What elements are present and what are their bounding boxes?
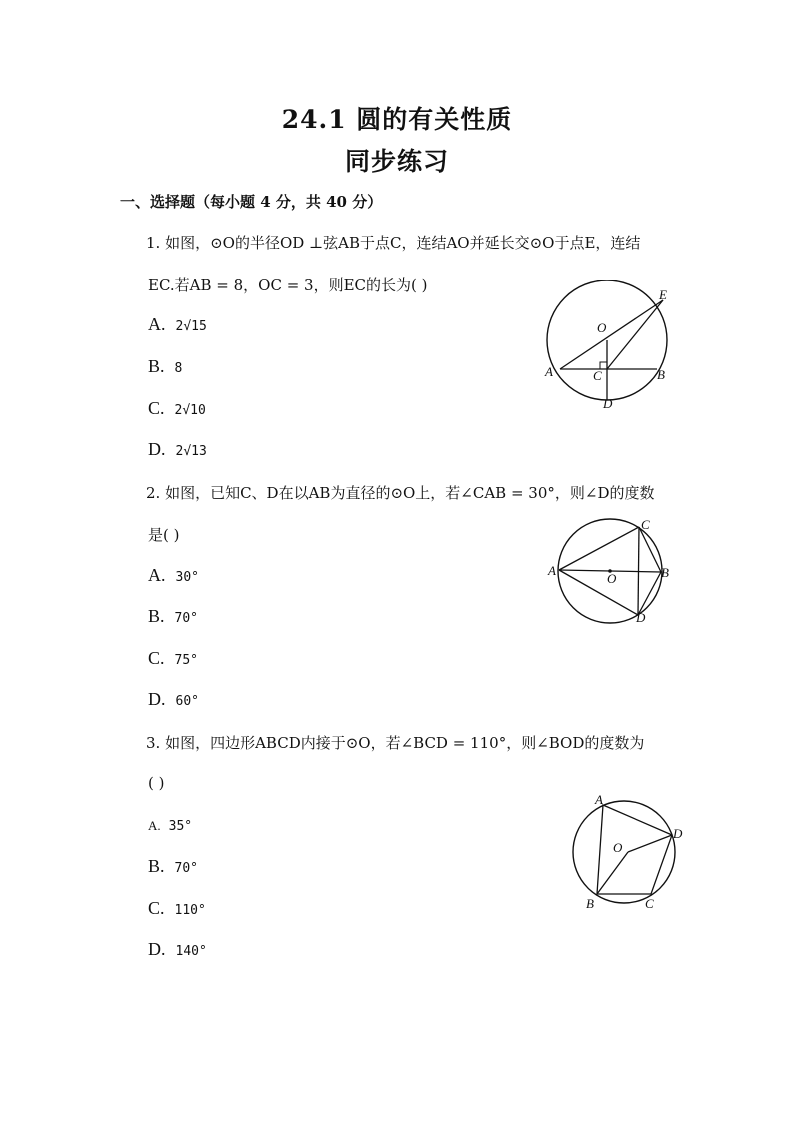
question-3-figure	[560, 790, 695, 915]
section-heading: 一、选择题（每小题 4 分，共 40 分）	[120, 193, 383, 211]
question-2-option-c[interactable]	[148, 648, 198, 669]
option-letter: B.	[148, 606, 165, 626]
label-e: E	[659, 287, 667, 302]
question-2-option-d[interactable]	[148, 689, 199, 710]
question-3-option-b[interactable]	[148, 856, 198, 877]
option-letter: C.	[148, 398, 165, 418]
option-letter: A.	[148, 818, 161, 833]
option-value: 60°	[175, 694, 199, 709]
question-1-text-line1: 1. 如图，⊙O的半径OD ⊥弦AB于点C，连结AO并延长交⊙O于点E，连结	[146, 234, 641, 252]
label-c: C	[641, 517, 650, 532]
segment-ad	[559, 570, 638, 615]
label-b: B	[661, 565, 669, 580]
label-d: D	[603, 396, 613, 411]
option-value: 35°	[168, 819, 193, 834]
page-title: 24.1 圆的有关性质	[281, 105, 513, 134]
circle-o	[573, 801, 675, 903]
option-value: 140°	[175, 944, 207, 959]
option-value: 70°	[174, 861, 198, 876]
option-value: 75°	[174, 653, 198, 668]
option-letter: B.	[148, 856, 165, 876]
option-letter: A.	[148, 565, 166, 585]
segment-cd	[638, 527, 639, 615]
page-subtitle: 同步练习	[344, 147, 449, 176]
question-2-text-line1: 2. 如图，已知C、D在以AB为直径的⊙O上，若∠CAB = 30°，则∠D的度数	[146, 484, 655, 502]
label-o: O	[613, 840, 623, 855]
option-letter: D.	[148, 939, 166, 959]
label-d: D	[636, 610, 646, 625]
label-a: A	[595, 792, 603, 807]
label-o: O	[607, 571, 617, 586]
label-a: A	[545, 364, 553, 379]
question-3-option-d[interactable]	[148, 939, 207, 960]
label-c: C	[593, 368, 602, 383]
question-1-option-a[interactable]	[148, 314, 207, 335]
option-letter: C.	[148, 898, 165, 918]
label-b: B	[657, 367, 665, 382]
option-value: 30°	[175, 570, 199, 585]
question-2-figure	[545, 515, 675, 627]
question-1-text-line2: EC.若AB = 8，OC = 3，则EC的长为( )	[148, 276, 428, 294]
question-1-figure	[535, 280, 685, 415]
question-2-option-a[interactable]	[148, 565, 199, 586]
option-value: 110°	[174, 903, 206, 918]
option-letter: D.	[148, 439, 166, 459]
option-value: 2√10	[174, 403, 206, 418]
label-b: B	[586, 896, 594, 911]
option-value: 2√13	[175, 444, 207, 459]
question-2-text-line2: 是( )	[148, 526, 180, 544]
option-letter: D.	[148, 689, 166, 709]
question-3-option-a[interactable]	[148, 816, 192, 834]
question-1-option-d[interactable]	[148, 439, 207, 460]
question-1-option-c[interactable]	[148, 398, 206, 419]
label-d: D	[673, 826, 683, 841]
segment-ae	[560, 300, 663, 369]
question-3-text-line2: ( )	[148, 774, 165, 792]
question-2-option-b[interactable]	[148, 606, 198, 627]
option-value: 8	[174, 361, 183, 376]
question-3-option-c[interactable]	[148, 898, 206, 919]
option-value: 70°	[174, 611, 198, 626]
segment-ec	[607, 300, 663, 369]
question-3-text-line1: 3. 如图，四边形ABCD内接于⊙O，若∠BCD = 110°，则∠BOD的度数为	[146, 734, 645, 752]
segment-ac	[559, 527, 639, 570]
radius-od	[628, 835, 672, 852]
question-1-option-b[interactable]	[148, 356, 182, 377]
label-o: O	[597, 320, 607, 335]
option-letter: A.	[148, 314, 166, 334]
option-letter: B.	[148, 356, 165, 376]
option-letter: C.	[148, 648, 165, 668]
option-value: 2√15	[175, 319, 207, 334]
label-c: C	[645, 896, 654, 911]
radius-ob	[597, 852, 628, 894]
label-a: A	[548, 563, 556, 578]
